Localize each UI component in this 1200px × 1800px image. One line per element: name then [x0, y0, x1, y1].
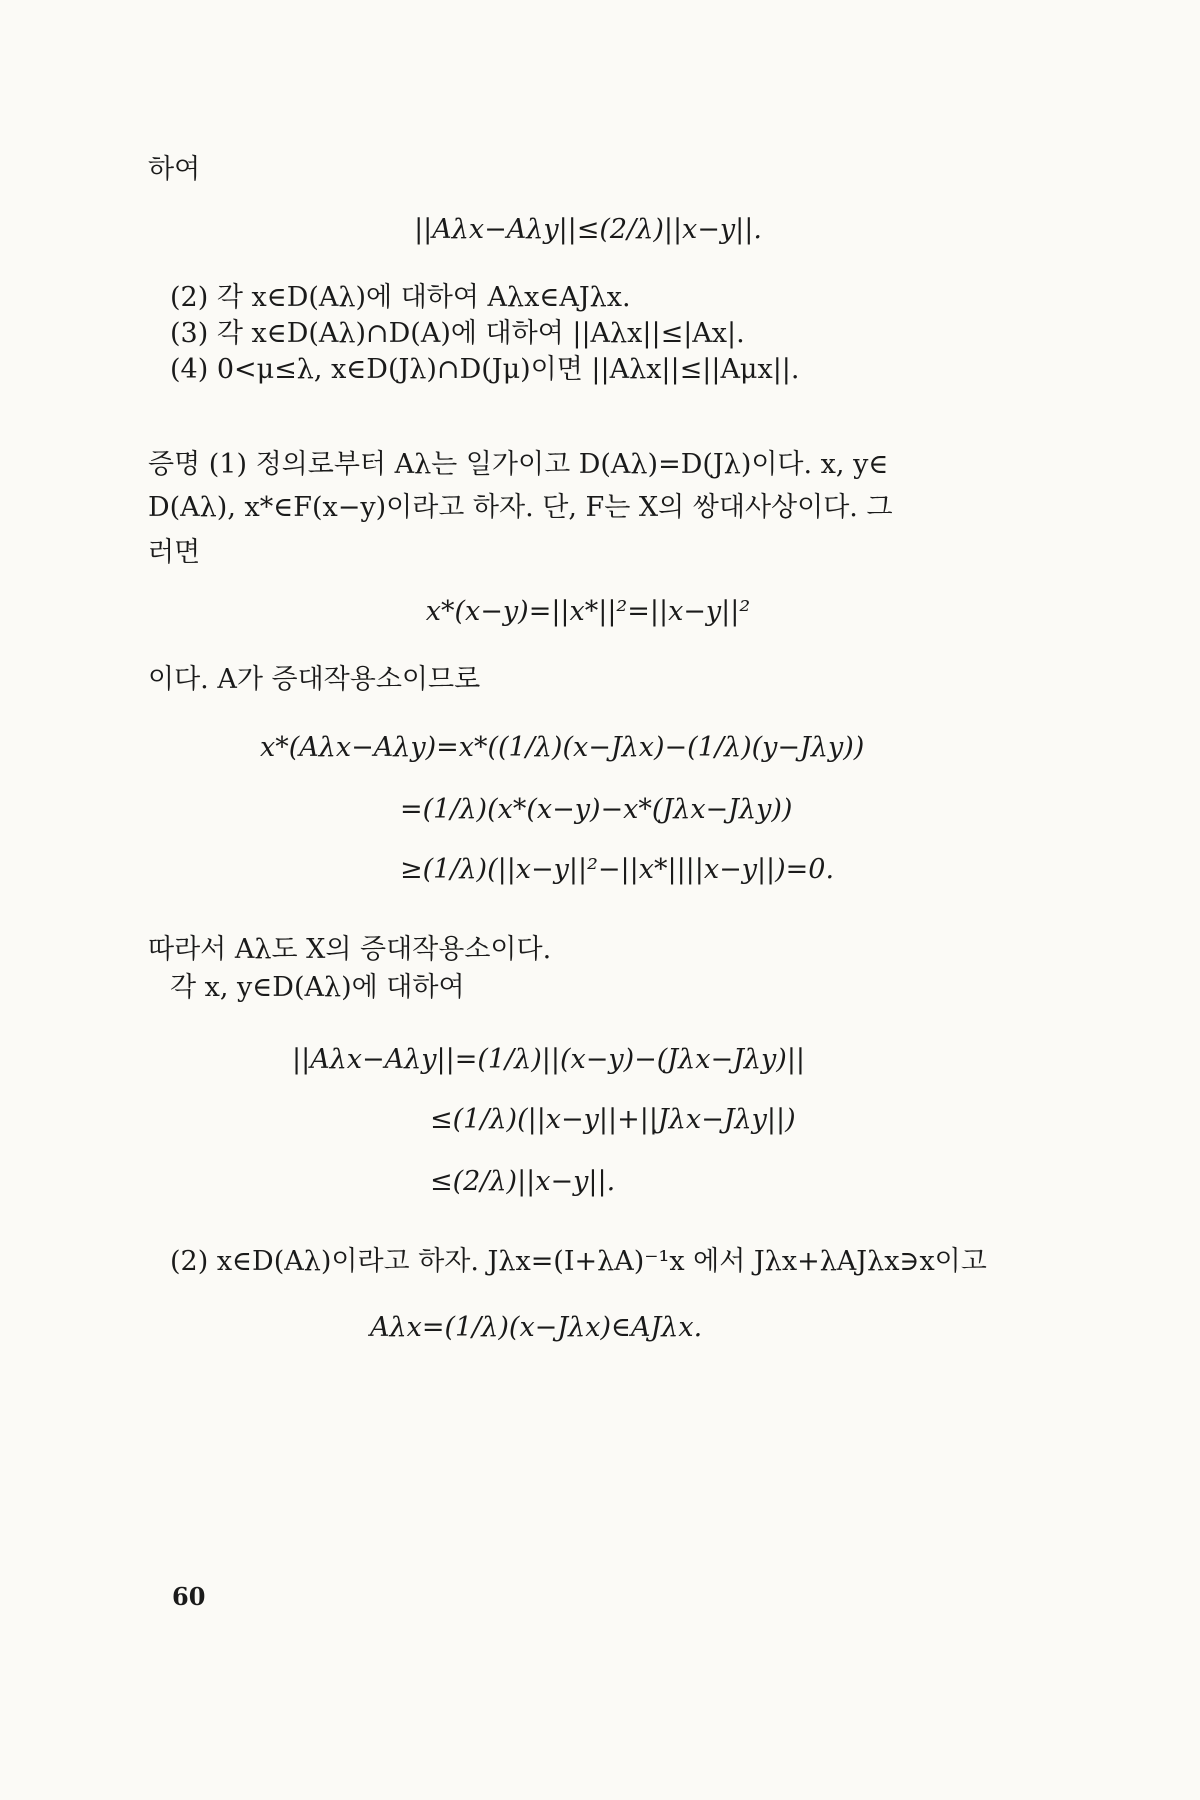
proof-line-3: 러면 [148, 537, 201, 568]
equation-3c: ≥(1/λ)(||x−y||²−||x*||||x−y||)=0. [400, 854, 835, 885]
equation-1: ||Aλx−Aλy||≤(2/λ)||x−y||. [414, 214, 762, 245]
equation-3a: x*(Aλx−Aλy)=x*((1/λ)(x−Jλx)−(1/λ)(y−Jλy)) [260, 732, 865, 763]
proof-line-2: D(Aλ), x*∈F(x−y)이라고 하자. 단, F는 X의 쌍대사상이다. 그 [148, 492, 893, 523]
property-4: (4) 0<μ≤λ, x∈D(Jλ)∩D(Jμ)이면 ||Aλx||≤||Aμx||. [170, 354, 800, 385]
proof-line-1: 증명 (1) 정의로부터 Aλ는 일가이고 D(Aλ)=D(Jλ)이다. x, y∈ [148, 449, 889, 480]
text-line-accretive: 이다. A가 증대작용소이므로 [148, 664, 481, 695]
equation-3b: =(1/λ)(x*(x−y)−x*(Jλx−Jλy)) [400, 794, 793, 825]
text-line-1: 하여 [148, 154, 201, 185]
property-2: (2) 각 x∈D(Aλ)에 대하여 Aλx∈AJλx. [170, 282, 631, 313]
page-number: 60 [172, 1582, 206, 1611]
equation-4a: ||Aλx−Aλy||=(1/λ)||(x−y)−(Jλx−Jλy)|| [292, 1044, 806, 1075]
property-3: (3) 각 x∈D(Aλ)∩D(A)에 대하여 ||Aλx||≤|Ax|. [170, 318, 745, 349]
text-line-each: 각 x, y∈D(Aλ)에 대하여 [170, 972, 465, 1003]
equation-4b: ≤(1/λ)(||x−y||+||Jλx−Jλy||) [430, 1104, 796, 1135]
proof-part-2: (2) x∈D(Aλ)이라고 하자. Jλx=(I+λA)⁻¹x 에서 Jλx+λAJλx∋x이고 [170, 1246, 987, 1277]
equation-4c: ≤(2/λ)||x−y||. [430, 1166, 616, 1197]
text-line-conclusion: 따라서 Aλ도 X의 증대작용소이다. [148, 934, 552, 965]
equation-2: x*(x−y)=||x*||²=||x−y||² [425, 596, 751, 627]
equation-5: Aλx=(1/λ)(x−Jλx)∈AJλx. [370, 1312, 703, 1343]
